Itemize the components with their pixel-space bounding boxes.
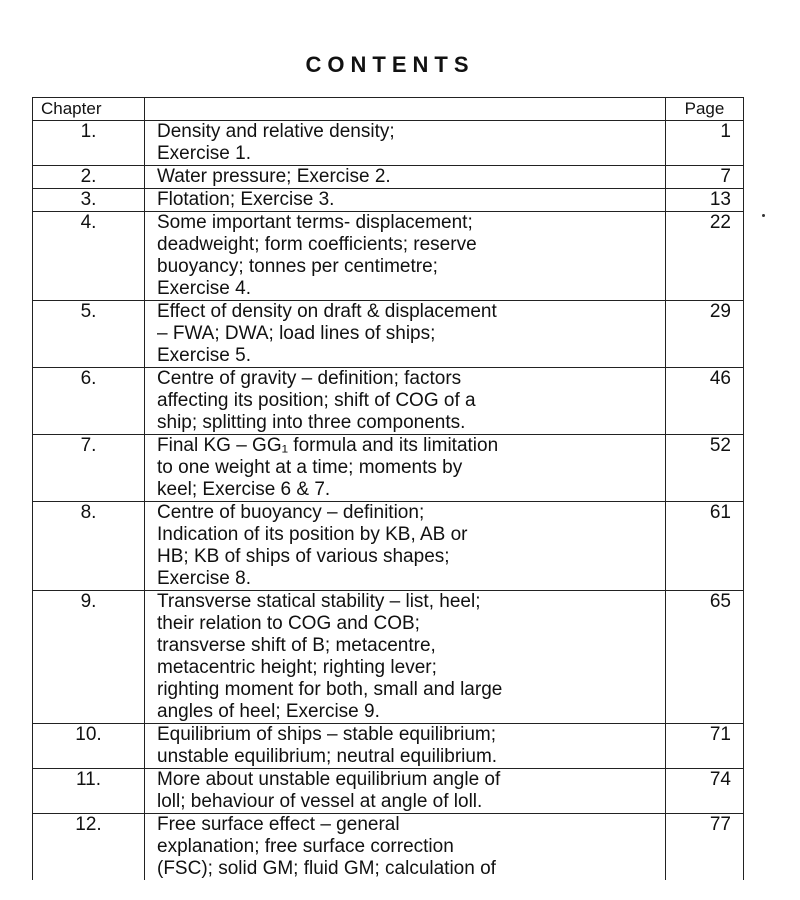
header-page: Page [666, 98, 744, 121]
chapter-topic: Equilibrium of ships – stable equilibrium; unstable equilibrium; neutral equilibrium. [145, 724, 666, 769]
chapter-topic: Some important terms- displacement; deadweight; form coefficients; reserve buoyancy; tonnes per centimetre; Exercise 4. [145, 212, 666, 301]
table-header-row [33, 98, 744, 121]
page-number: 46 [666, 368, 744, 435]
table-row [33, 189, 744, 212]
chapter-topic: Centre of buoyancy – definition; Indication of its position by KB, AB or HB; KB of ships of various shapes; Exercise 8. [145, 502, 666, 591]
table-row [33, 591, 744, 724]
table-row [33, 502, 744, 591]
table-row [33, 769, 744, 814]
chapter-topic: Density and relative density; Exercise 1. [145, 121, 666, 166]
page-number: 71 [666, 724, 744, 769]
table-row [33, 814, 744, 881]
page-number: 1 [666, 121, 744, 166]
chapter-number: 6. [33, 368, 145, 435]
scan-speck [762, 214, 765, 217]
page-title: CONTENTS [305, 52, 475, 77]
chapter-number: 12. [33, 814, 145, 881]
table-row [33, 368, 744, 435]
chapter-number: 11. [33, 769, 145, 814]
contents-table [32, 97, 744, 880]
header-topic [145, 98, 666, 121]
page-number: 77 [666, 814, 744, 881]
page-number: 7 [666, 166, 744, 189]
table-row [33, 121, 744, 166]
table-row [33, 301, 744, 368]
chapter-topic: Flotation; Exercise 3. [145, 189, 666, 212]
chapter-topic: Free surface effect – general explanation; free surface correction (FSC); solid GM; fluid GM; calculation of [145, 814, 666, 881]
table-row [33, 166, 744, 189]
chapter-number: 5. [33, 301, 145, 368]
chapter-number: 4. [33, 212, 145, 301]
page-number: 13 [666, 189, 744, 212]
page-number: 52 [666, 435, 744, 502]
chapter-number: 7. [33, 435, 145, 502]
chapter-topic: Transverse statical stability – list, heel; their relation to COG and COB; transverse shift of B; metacentre, metacentric height; righting lever; righting moment for both, small and large angles of heel; Exercise 9. [145, 591, 666, 724]
chapter-number: 3. [33, 189, 145, 212]
chapter-topic: Centre of gravity – definition; factors affecting its position; shift of COG of a ship; splitting into three components. [145, 368, 666, 435]
page-number: 74 [666, 769, 744, 814]
chapter-topic: Final KG – GG₁ formula and its limitation to one weight at a time; moments by keel; Exercise 6 & 7. [145, 435, 666, 502]
table-row [33, 724, 744, 769]
page-number: 29 [666, 301, 744, 368]
chapter-number: 2. [33, 166, 145, 189]
chapter-topic: Effect of density on draft & displacement – FWA; DWA; load lines of ships; Exercise 5. [145, 301, 666, 368]
chapter-number: 1. [33, 121, 145, 166]
chapter-number: 9. [33, 591, 145, 724]
table-row [33, 435, 744, 502]
header-chapter: Chapter [33, 98, 145, 121]
page-number: 61 [666, 502, 744, 591]
chapter-topic: More about unstable equilibrium angle of loll; behaviour of vessel at angle of loll. [145, 769, 666, 814]
chapter-number: 10. [33, 724, 145, 769]
chapter-number: 8. [33, 502, 145, 591]
page-number: 22 [666, 212, 744, 301]
page-number: 65 [666, 591, 744, 724]
table-row [33, 212, 744, 301]
chapter-topic: Water pressure; Exercise 2. [145, 166, 666, 189]
table-body [33, 121, 744, 881]
